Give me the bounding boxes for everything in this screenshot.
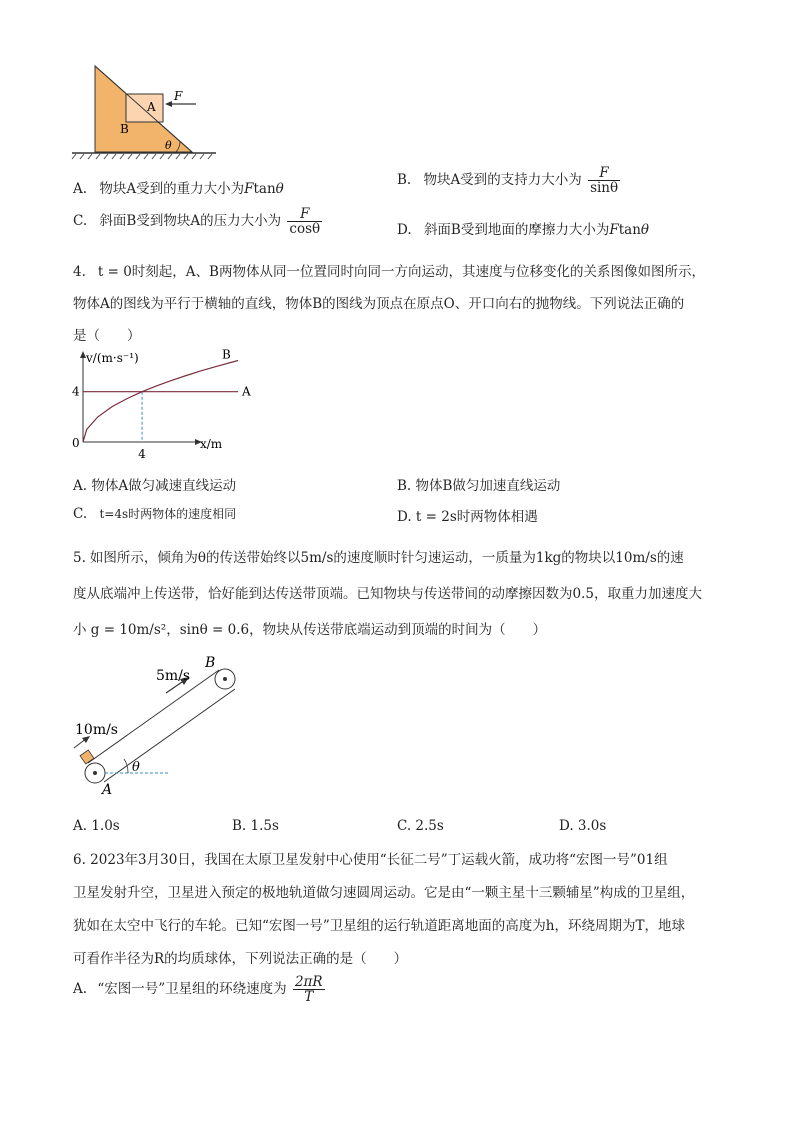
label-f: F: [174, 89, 183, 103]
y-tick-label: 4: [72, 384, 80, 399]
fraction-f-over-cos: $\frac{F}{\cos\theta}$: [289, 206, 321, 238]
q6-line4: 可看作半径为R的均质球体，下列说法正确的是（ ）: [73, 951, 408, 967]
point-a-label: A: [102, 782, 113, 798]
ground-hatch: [72, 154, 212, 159]
point-b-label: B: [205, 655, 216, 671]
q3-option-d[interactable]: D. 斜面B受到地面的摩擦力大小为Ftanθ: [397, 222, 650, 238]
block-speed-label: 10m/s: [75, 722, 118, 738]
q6-line2: 卫星发射升空，卫星进入预定的极地轨道做匀速圆周运动。它是由“一颗主星十三颗辅星”构成的卫星组，: [73, 885, 695, 901]
q4-line2: 物体A的图线为平行于横轴的直线，物体B的图线为顶点在原点O、开口向右的抛物线。下列说法正确的: [73, 296, 685, 312]
q4-option-b[interactable]: B. 物体B做匀加速直线运动: [397, 478, 561, 494]
x-axis-label: x/m: [200, 437, 223, 451]
q5-option-d[interactable]: D. 3.0s: [559, 818, 607, 834]
q6-stem: [73, 844, 694, 976]
q5-option-c[interactable]: C. 2.5s: [397, 818, 444, 834]
q6-line3: 犹如在太空中飞行的车轮。已知“宏图一号”卫星组的运行轨道距离地面的高度为h，环绕周期为T，地球: [73, 918, 686, 934]
series-a-label: A: [242, 384, 251, 399]
q3-option-a[interactable]: A. 物块A受到的重力大小为Ftanθ: [73, 181, 284, 197]
y-axis-label: v/(m·s⁻¹): [86, 351, 139, 365]
label-a: A: [147, 100, 156, 114]
q5-line2: 度从底端冲上传送带，恰好能到达传送带顶端。已知物块与传送带间的动摩擦因数为0.5，取重力加速度大: [73, 586, 702, 602]
label-b: B: [120, 122, 129, 136]
q6-line1: 6. 2023年3月30日，我国在太原卫星发射中心使用“长征二号”丁运载火箭，成功将“宏图一号”01组: [73, 852, 668, 868]
q4-option-a[interactable]: A. 物体A做匀减速直线运动: [73, 478, 237, 494]
q5-option-a[interactable]: A. 1.0s: [73, 818, 120, 834]
label-theta: θ: [165, 139, 172, 152]
fraction-f-over-sin: $\frac{F}{\sin\theta}$: [590, 165, 619, 197]
incline-block-figure: [68, 62, 218, 162]
velocity-displacement-chart: [66, 347, 251, 464]
series-b-curve: [83, 361, 238, 443]
belt-speed-label: 5m/s: [156, 668, 191, 684]
q4-line3: 是（ ）: [73, 328, 141, 344]
q4-option-d[interactable]: D. t = 2s时两物体相遇: [397, 509, 538, 525]
q3-option-b[interactable]: B. 物块A受到的支持力大小为 $\frac{F}{\sin\theta}$: [397, 165, 619, 197]
block: [80, 750, 94, 764]
q6-option-a[interactable]: A. “宏图一号”卫星组的环绕速度为 $\frac{2\pi R}{T}$: [73, 974, 323, 1006]
theta-label: θ: [132, 760, 140, 775]
q5-stem: [73, 540, 702, 648]
q5-line1: 5. 如图所示，倾角为θ的传送带始终以5m/s的速度顺时针匀速运动，一质量为1kg的物块以10m/s的速: [73, 550, 684, 566]
q3-option-c[interactable]: C. 斜面B受到物块A的压力大小为 $\frac{F}{\cos\theta}$: [73, 206, 321, 238]
x-tick-label: 4: [138, 447, 146, 461]
q5-option-b[interactable]: B. 1.5s: [232, 818, 279, 834]
q4-option-c[interactable]: C. t=4s时两物体的速度相同: [73, 506, 237, 522]
q5-line3: 小 g = 10m/s²，sinθ = 0.6，物块从传送带底端运动到顶端的时间为（ ）: [73, 622, 547, 638]
conveyor-belt-figure: [68, 648, 268, 798]
fraction-2piR-over-T: $\frac{2\pi R}{T}$: [294, 974, 323, 1006]
q4-stem: [73, 256, 705, 352]
q4-line1: 4. t = 0时刻起，A、B两物体从同一位置同时向同一方向运动，其速度与位移变化的关系图像如图所示，: [73, 264, 705, 280]
belt-bottom: [104, 689, 235, 782]
belt-top: [88, 670, 219, 763]
origin-label: 0: [72, 436, 80, 450]
series-b-label: B: [222, 347, 231, 362]
